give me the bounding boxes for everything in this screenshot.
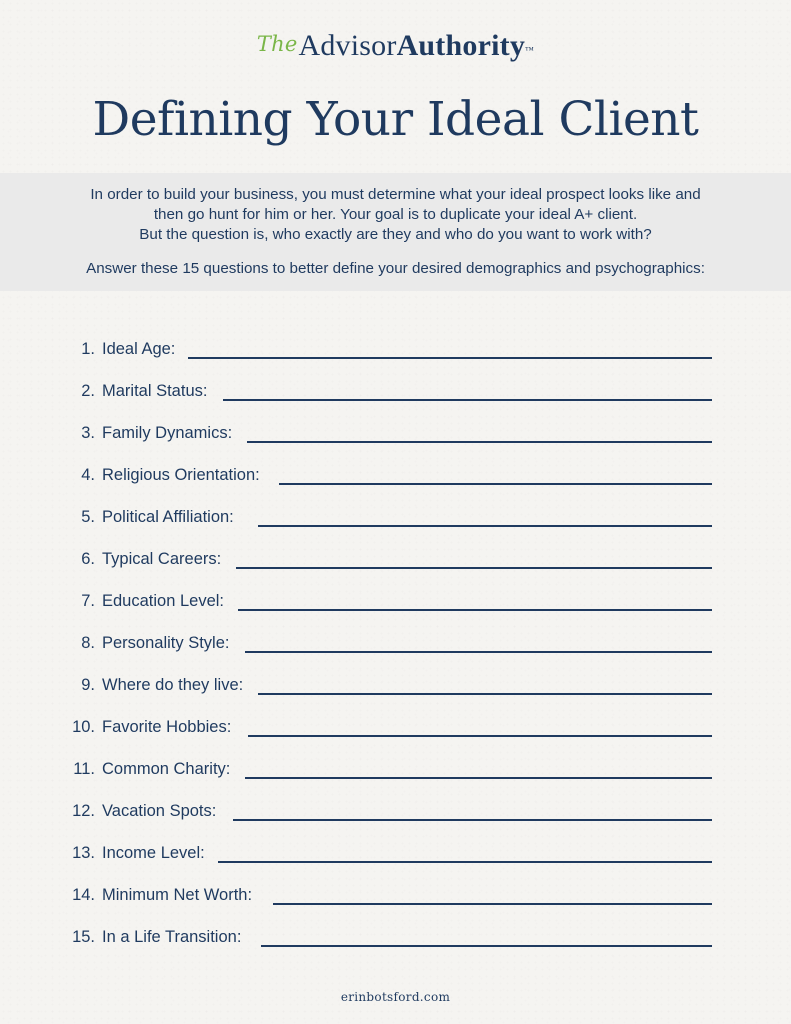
question-item: [0, 750, 791, 780]
question-number: 14.: [72, 886, 95, 904]
question-label: Common Charity:: [102, 760, 231, 778]
question-label: Where do they live:: [102, 676, 244, 694]
answer-line[interactable]: [218, 861, 712, 863]
page-title: Defining Your Ideal Client: [92, 92, 699, 147]
question-item: [0, 792, 791, 822]
answer-line[interactable]: [258, 693, 712, 695]
question-item: [0, 708, 791, 738]
intro-line-2: then go hunt for him or her. Your goal is to duplicate your ideal A+ client.: [153, 206, 638, 223]
question-item: [0, 540, 791, 570]
question-label: Education Level:: [102, 592, 225, 610]
intro-line-1: In order to build your business, you must determine what your ideal prospect looks like and: [90, 186, 701, 203]
intro-line-3: But the question is, who exactly are they and who do you want to work with?: [139, 226, 652, 243]
question-number: 5.: [81, 508, 95, 526]
question-number: 3.: [81, 424, 95, 442]
question-label: Ideal Age:: [102, 340, 176, 358]
question-item: [0, 624, 791, 654]
question-number: 15.: [72, 928, 95, 946]
question-label: Family Dynamics:: [102, 424, 233, 442]
answer-line[interactable]: [223, 399, 712, 401]
logo-trademark: ™: [525, 45, 535, 55]
intro-panel: [0, 173, 791, 291]
question-number: 7.: [81, 592, 95, 610]
question-label: Vacation Spots:: [102, 802, 217, 820]
answer-line[interactable]: [238, 609, 712, 611]
logo-the-script: The: [256, 32, 298, 56]
question-item: [0, 330, 791, 360]
answer-line[interactable]: [258, 525, 712, 527]
question-number: 10.: [72, 718, 95, 736]
question-item: [0, 876, 791, 906]
question-number: 4.: [81, 466, 95, 484]
answer-line[interactable]: [245, 777, 712, 779]
question-number: 1.: [81, 340, 95, 358]
answer-line[interactable]: [248, 735, 712, 737]
question-label: Favorite Hobbies:: [102, 718, 232, 736]
answer-line[interactable]: [261, 945, 712, 947]
question-label: Minimum Net Worth:: [102, 886, 253, 904]
answer-line[interactable]: [233, 819, 712, 821]
answer-line[interactable]: [188, 357, 712, 359]
question-number: 8.: [81, 634, 95, 652]
question-label: Marital Status:: [102, 382, 208, 400]
question-label: Income Level:: [102, 844, 205, 862]
answer-line[interactable]: [236, 567, 712, 569]
question-number: 2.: [81, 382, 95, 400]
question-item: [0, 834, 791, 864]
answer-line[interactable]: [279, 483, 712, 485]
question-label: Personality Style:: [102, 634, 230, 652]
question-item: [0, 414, 791, 444]
brand-logo: [0, 24, 791, 70]
question-item: [0, 456, 791, 486]
question-item: [0, 582, 791, 612]
question-label: Political Affiliation:: [102, 508, 234, 526]
footer-website: erinbotsford.com: [340, 990, 451, 1004]
question-label: Typical Careers:: [102, 550, 222, 568]
answer-line[interactable]: [273, 903, 712, 905]
question-number: 6.: [81, 550, 95, 568]
logo-authority-text: Authority: [396, 29, 526, 62]
question-label: In a Life Transition:: [102, 928, 242, 946]
question-number: 11.: [73, 760, 95, 778]
answer-line[interactable]: [247, 441, 712, 443]
question-number: 13.: [72, 844, 95, 862]
intro-instruction: Answer these 15 questions to better define your desired demographics and psychographics:: [86, 260, 705, 277]
question-label: Religious Orientation:: [102, 466, 260, 484]
question-item: [0, 666, 791, 696]
question-item: [0, 372, 791, 402]
question-number: 9.: [81, 676, 95, 694]
answer-line[interactable]: [245, 651, 712, 653]
question-number: 12.: [72, 802, 95, 820]
question-item: [0, 498, 791, 528]
logo-advisor-text: Advisor: [298, 29, 397, 62]
question-item: [0, 918, 791, 948]
